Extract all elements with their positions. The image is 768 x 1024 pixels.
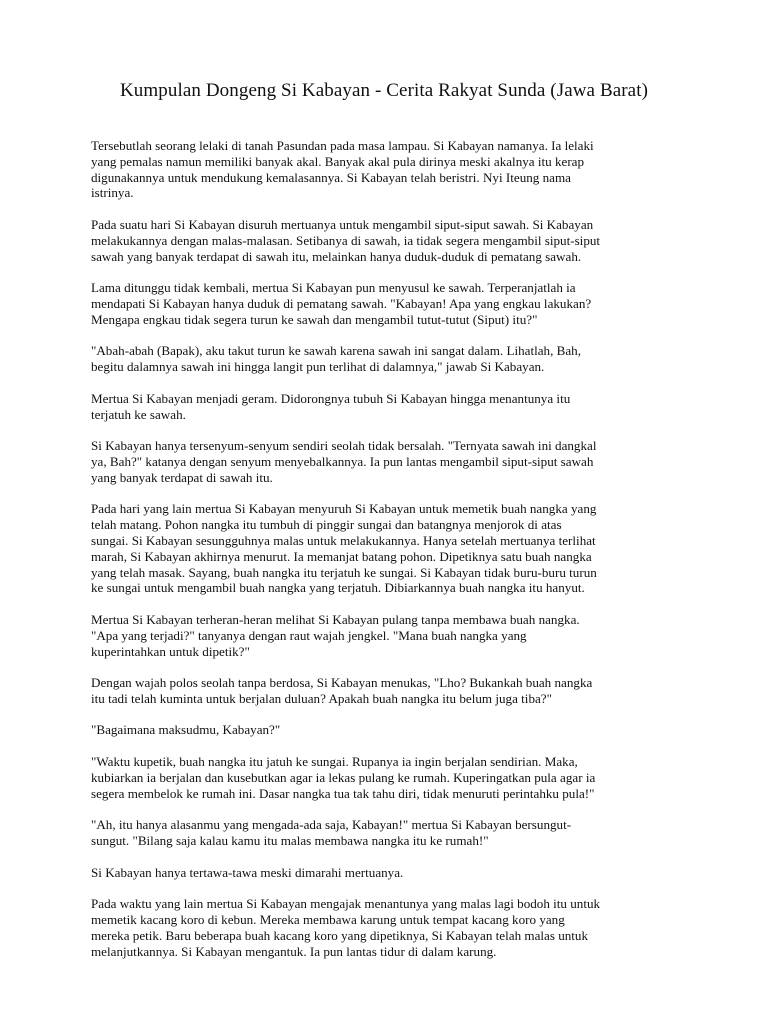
paragraph — [91, 138, 683, 201]
paragraph — [91, 501, 683, 596]
paragraph — [91, 280, 683, 327]
text-line: telah matang. Pohon nangka itu tumbuh di pinggir sungai dan batangnya menjorok di atas — [91, 517, 562, 533]
text-line: sawah yang banyak terdapat di sawah itu, melainkan hanya duduk-duduk di pematang sawah. — [91, 248, 582, 264]
text-line: segera membelok ke rumah ini. Dasar nangka tua tak tahu diri, tidak menuruti perintahku pula!" — [91, 785, 595, 801]
text-line: "Abah-abah (Bapak), aku takut turun ke sawah karena sawah ini sangat dalam. Lihatlah, Bah, — [91, 343, 582, 359]
text-line: "Waktu kupetik, buah nangka itu jatuh ke sungai. Rupanya ia ingin berjalan sendirian. Maka, — [91, 754, 578, 770]
text-line: digunakannya untuk mendukung kemalasannya. Si Kabayan telah beristri. Nyi Iteung nama — [91, 169, 571, 185]
text-line: begitu dalamnya sawah ini hingga langit pun terlihat di dalamnya," jawab Si Kabayan. — [91, 359, 545, 375]
paragraph — [91, 217, 683, 264]
text-line: mereka petik. Baru beberapa buah kacang koro yang dipetiknya, Si Kabayan telah malas untuk — [91, 927, 589, 943]
text-line: "Apa yang terjadi?" tanyanya dengan raut wajah jengkel. "Mana buah nangka yang — [91, 627, 527, 643]
text-line: Lama ditunggu tidak kembali, mertua Si Kabayan pun menyusul ke sawah. Terperanjatlah ia — [91, 280, 576, 296]
text-line: Pada hari yang lain mertua Si Kabayan menyuruh Si Kabayan untuk memetik buah nangka yang — [91, 501, 597, 517]
paragraph — [91, 754, 683, 801]
document-title — [92, 80, 676, 102]
paragraph — [91, 896, 683, 959]
text-line: Si Kabayan hanya tertawa-tawa meski dimarahi mertuanya. — [91, 864, 404, 880]
title-line: Kumpulan Dongeng Si Kabayan - Cerita Rakyat Sunda — [119, 80, 546, 101]
text-line: yang pemalas namun memiliki banyak akal. Banyak akal pula dirinya meski akalnya itu kerap — [91, 153, 585, 169]
text-line: Tersebutlah seorang lelaki di tanah Pasundan pada masa lampau. Si Kabayan namanya. Ia lelaki — [91, 138, 594, 153]
text-line: Pada suatu hari Si Kabayan disuruh mertuanya untuk mengambil siput-siput sawah. Si Kabayan — [91, 216, 594, 232]
text-line: kuperintahkan untuk dipetik?" — [91, 643, 250, 659]
text-line: Mertua Si Kabayan menjadi geram. Didorongnya tubuh Si Kabayan hingga menantunya itu — [91, 390, 571, 406]
text-line: Pada waktu yang lain mertua Si Kabayan mengajak menantunya yang malas lagi bodoh itu untuk — [91, 896, 601, 912]
paragraph — [91, 343, 683, 375]
paragraph — [91, 612, 683, 659]
text-line: marah, Si Kabayan akhirnya menurut. Ia memanjat batang pohon. Dipetiknya satu buah nangka — [91, 548, 592, 564]
text-line: yang banyak terdapat di sawah itu. — [91, 469, 273, 485]
text-line: mendapati Si Kabayan hanya duduk di pematang sawah. "Kabayan! Apa yang engkau lakukan? — [91, 295, 592, 311]
text-line: yang telah masak. Sayang, buah nangka itu terjatuh ke sungai. Si Kabayan tidak buru-buru turun — [91, 564, 597, 580]
text-line: Mertua Si Kabayan terheran-heran melihat Si Kabayan pulang tanpa membawa buah nangka. — [91, 611, 580, 627]
paragraph — [91, 391, 683, 423]
text-line: melakukannya dengan malas-malasan. Setibanya di sawah, ia tidak segera mengambil siput-siput — [91, 232, 601, 248]
paragraph — [91, 722, 683, 738]
text-line: istrinya. — [91, 185, 134, 201]
text-line: melanjutkannya. Si Kabayan mengantuk. Ia pun lantas tidur di dalam karung. — [91, 943, 497, 959]
text-line: sungai. Si Kabayan sesungguhnya malas untuk melakukannya. Hanya setelah mertuanya terlihat — [91, 532, 596, 548]
text-line: kubiarkan ia berjalan dan kusebutkan agar ia lekas pulang ke rumah. Kuperingatkan pula agar ia — [91, 769, 596, 785]
text-line: "Bagaimana maksudmu, Kabayan?" — [91, 722, 281, 738]
text-line: itu tadi telah kuminta untuk berjalan duluan? Apakah buah nangka itu belum juga tiba?" — [91, 690, 552, 706]
text-line: ya, Bah?" katanya dengan senyum menyebalkannya. Ia pun lantas mengambil siput-siput sawah — [91, 453, 594, 469]
paragraph — [91, 675, 683, 707]
paragraph — [91, 817, 683, 849]
paragraph — [91, 865, 683, 881]
text-line: ke sungai untuk mengambil buah nangka yang terjatuh. Dibiarkannya buah nangka itu hanyut. — [91, 580, 585, 596]
text-line: sungut. "Bilang saja kalau kamu itu malas membawa nangka itu ke rumah!" — [91, 833, 489, 849]
text-line: Si Kabayan hanya tersenyum-senyum sendiri seolah tidak bersalah. "Ternyata sawah ini dangkal — [91, 438, 597, 454]
text-line: Dengan wajah polos seolah tanpa berdosa, Si Kabayan menukas, "Lho? Bukankah buah nangka — [91, 675, 593, 691]
paragraph — [91, 438, 683, 485]
text-line: Mengapa engkau tidak segera turun ke sawah dan mengambil tutut-tutut (Siput) itu?" — [91, 311, 538, 327]
text-line: memetik kacang koro di kebun. Mereka membawa karung untuk tempat kacang koro yang — [91, 912, 565, 928]
text-line: terjatuh ke sawah. — [91, 406, 186, 422]
title-line: (Jawa Barat) — [550, 80, 649, 101]
text-line: "Ah, itu hanya alasanmu yang mengada-ada saja, Kabayan!" mertua Si Kabayan bersungut- — [91, 817, 572, 833]
document-body — [91, 138, 683, 975]
